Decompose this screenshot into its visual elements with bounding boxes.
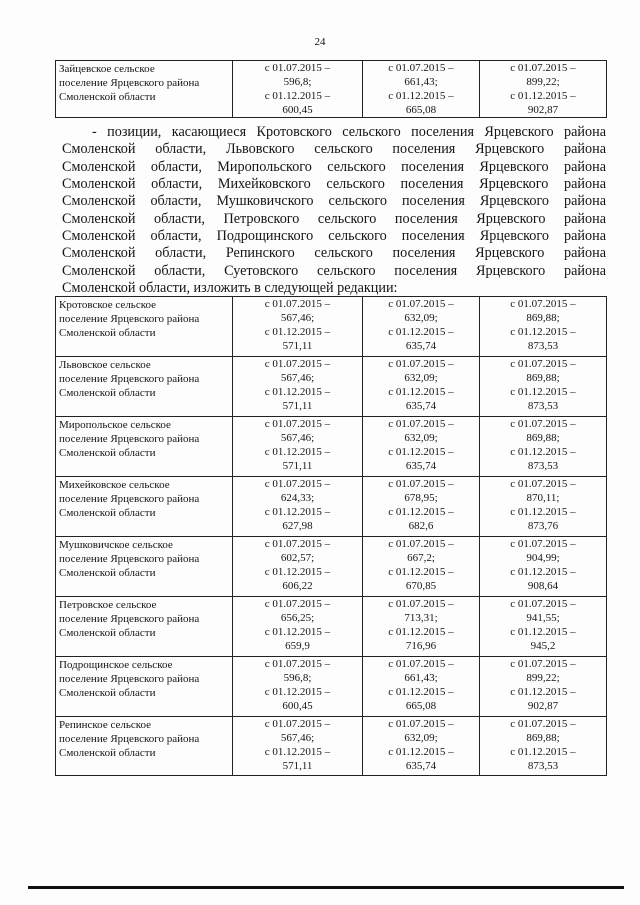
tariff-value-line: с 01.07.2015 – bbox=[510, 418, 576, 430]
tariff-value-line: 661,43; bbox=[404, 76, 438, 88]
tariff-value-line: 945,2 bbox=[530, 640, 556, 652]
tariff-table-top bbox=[55, 60, 607, 118]
tariff-value-line: с 01.07.2015 – bbox=[388, 358, 454, 370]
table-row bbox=[56, 297, 607, 357]
settlement-name-line: Львовское сельское bbox=[59, 359, 151, 371]
tariff-value-line: 600,45 bbox=[282, 700, 313, 712]
tariff-value-line: 670,85 bbox=[405, 580, 437, 592]
table-row bbox=[56, 537, 607, 597]
tariff-value-line: с 01.07.2015 – bbox=[388, 62, 454, 74]
paragraph-line: Смоленской области, Петровского сельского поселения Ярцевского района bbox=[62, 210, 606, 227]
tariff-value-line: 596,8; bbox=[283, 76, 312, 88]
settlement-name-cell bbox=[56, 717, 233, 776]
tariff-value-line: 941,55; bbox=[526, 612, 560, 624]
settlement-name-line: Петровское сельское bbox=[59, 599, 157, 611]
settlement-name-line: Репинское сельское bbox=[59, 719, 152, 731]
tariff-value-line: с 01.12.2015 – bbox=[510, 326, 576, 338]
settlement-name-cell bbox=[56, 477, 233, 537]
tariff-cell-col2 bbox=[363, 297, 480, 357]
tariff-value-line: 908,64 bbox=[527, 580, 559, 592]
settlement-name-cell bbox=[56, 537, 233, 597]
tariff-value-line: 716,96 bbox=[405, 640, 437, 652]
settlement-name-cell bbox=[56, 417, 233, 477]
tariff-value-line: с 01.07.2015 – bbox=[510, 718, 576, 730]
tariff-value-line: 665,08 bbox=[405, 700, 437, 712]
table-row bbox=[56, 61, 607, 118]
tariff-value-line: с 01.12.2015 – bbox=[264, 446, 331, 458]
tariff-value-line: 873,53 bbox=[527, 460, 559, 472]
tariff-value-line: 904,99; bbox=[526, 552, 560, 564]
tariff-value-line: 899,22; bbox=[526, 76, 560, 88]
paragraph-line: Смоленской области, Подрощинского сельского поселения Ярцевского района bbox=[62, 228, 606, 245]
settlement-name-line: поселение Ярцевского района bbox=[59, 77, 200, 89]
tariff-value-line: 667,2; bbox=[407, 552, 435, 564]
tariff-value-line: с 01.07.2015 – bbox=[388, 298, 454, 310]
tariff-cell-col3 bbox=[480, 717, 607, 776]
tariff-value-line: 902,87 bbox=[527, 104, 559, 116]
settlement-name-line: Смоленской области bbox=[59, 387, 156, 399]
tariff-cell-col1 bbox=[233, 477, 363, 537]
tariff-value-line: 635,74 bbox=[405, 400, 437, 412]
tariff-value-line: с 01.12.2015 – bbox=[510, 746, 576, 758]
settlement-name-line: Кротовское сельское bbox=[59, 299, 157, 311]
paragraph-line: Смоленской области, Миропольского сельского поселения Ярцевского района bbox=[62, 158, 606, 175]
table-row bbox=[56, 477, 607, 537]
tariff-cell-col2 bbox=[363, 597, 480, 657]
tariff-value-line: с 01.12.2015 – bbox=[388, 626, 454, 638]
tariff-value-line: 661,43; bbox=[404, 672, 438, 684]
tariff-value-line: 627,98 bbox=[282, 520, 313, 532]
tariff-value-line: 869,88; bbox=[526, 312, 560, 324]
table-row bbox=[56, 657, 607, 717]
tariff-value-line: 571,11 bbox=[282, 340, 313, 352]
tariff-table-main bbox=[55, 296, 607, 776]
tariff-value-line: 869,88; bbox=[526, 372, 560, 384]
tariff-value-line: 635,74 bbox=[405, 460, 437, 472]
tariff-cell-col2 bbox=[363, 417, 480, 477]
tariff-value-line: с 01.12.2015 – bbox=[264, 626, 331, 638]
tariff-value-line: с 01.12.2015 – bbox=[264, 506, 331, 518]
bottom-rule bbox=[28, 886, 624, 889]
tariff-value-line: 635,74 bbox=[405, 340, 437, 352]
tariff-value-line: 632,09; bbox=[404, 312, 438, 324]
tariff-value-line: с 01.07.2015 – bbox=[264, 658, 331, 670]
tariff-value-line: 899,22; bbox=[526, 672, 560, 684]
tariff-cell-col1 bbox=[233, 537, 363, 597]
tariff-value-line: с 01.07.2015 – bbox=[264, 478, 331, 490]
table-row bbox=[56, 357, 607, 417]
settlement-name-line: Смоленской области bbox=[59, 327, 156, 339]
tariff-value-line: 870,11; bbox=[526, 492, 560, 504]
tariff-value-line: с 01.12.2015 – bbox=[510, 386, 576, 398]
tariff-value-line: 873,53 bbox=[527, 760, 559, 772]
tariff-value-line: 632,09; bbox=[404, 432, 438, 444]
tariff-value-line: 571,11 bbox=[282, 760, 313, 772]
settlement-name-line: поселение Ярцевского района bbox=[59, 313, 200, 325]
tariff-value-line: 567,46; bbox=[280, 372, 315, 384]
settlement-name-line: Смоленской области bbox=[59, 567, 156, 579]
settlement-name-cell bbox=[56, 657, 233, 717]
tariff-table-top-body bbox=[56, 61, 607, 118]
tariff-value-line: 873,76 bbox=[527, 520, 559, 532]
tariff-value-line: 632,09; bbox=[404, 732, 438, 744]
tariff-value-line: с 01.12.2015 – bbox=[264, 686, 331, 698]
amendment-paragraph bbox=[62, 124, 606, 297]
table-row bbox=[56, 717, 607, 776]
settlement-name-line: поселение Ярцевского района bbox=[59, 493, 200, 505]
tariff-value-line: с 01.07.2015 – bbox=[388, 538, 454, 550]
settlement-name-line: поселение Ярцевского района bbox=[59, 673, 200, 685]
tariff-value-line: с 01.07.2015 – bbox=[264, 62, 331, 74]
paragraph-line: Смоленской области, Михейковского сельского поселения Ярцевского района bbox=[62, 176, 606, 193]
tariff-table-main-body bbox=[56, 297, 607, 776]
tariff-cell-col3 bbox=[480, 537, 607, 597]
tariff-value-line: с 01.07.2015 – bbox=[388, 598, 454, 610]
settlement-name-line: Миропольское сельское bbox=[59, 419, 171, 431]
tariff-value-line: 600,45 bbox=[282, 104, 313, 116]
tariff-value-line: с 01.07.2015 – bbox=[388, 718, 454, 730]
settlement-name-cell bbox=[56, 597, 233, 657]
tariff-cell-col2 bbox=[363, 357, 480, 417]
settlement-name-line: Смоленской области bbox=[59, 687, 156, 699]
tariff-cell-col1 bbox=[233, 297, 363, 357]
tariff-value-line: с 01.07.2015 – bbox=[510, 598, 576, 610]
tariff-value-line: с 01.07.2015 – bbox=[510, 658, 576, 670]
paragraph-line: Смоленской области, изложить в следующей редакции: bbox=[62, 280, 398, 297]
tariff-value-line: с 01.12.2015 – bbox=[264, 386, 331, 398]
settlement-name-line: поселение Ярцевского района bbox=[59, 373, 200, 385]
tariff-cell-col2 bbox=[363, 717, 480, 776]
tariff-value-line: 678,95; bbox=[404, 492, 438, 504]
tariff-value-line: с 01.07.2015 – bbox=[264, 358, 331, 370]
tariff-value-line: с 01.12.2015 – bbox=[510, 506, 576, 518]
settlement-name-cell bbox=[56, 357, 233, 417]
settlement-name-cell bbox=[56, 297, 233, 357]
settlement-name-line: поселение Ярцевского района bbox=[59, 433, 200, 445]
tariff-value-line: с 01.07.2015 – bbox=[388, 478, 454, 490]
tariff-value-line: с 01.07.2015 – bbox=[264, 718, 331, 730]
tariff-value-line: с 01.12.2015 – bbox=[510, 626, 576, 638]
tariff-value-line: с 01.07.2015 – bbox=[510, 298, 576, 310]
settlement-name-cell bbox=[56, 61, 233, 118]
tariff-value-line: 869,88; bbox=[526, 432, 560, 444]
tariff-value-line: с 01.12.2015 – bbox=[264, 326, 331, 338]
tariff-value-line: 571,11 bbox=[282, 460, 313, 472]
tariff-value-line: с 01.12.2015 – bbox=[388, 686, 454, 698]
tariff-cell-col3 bbox=[480, 417, 607, 477]
tariff-value-line: с 01.07.2015 – bbox=[264, 418, 331, 430]
tariff-cell-col3 bbox=[480, 61, 607, 118]
paragraph-line: Смоленской области, Мушковичского сельского поселения Ярцевского района bbox=[62, 193, 606, 210]
tariff-value-line: с 01.12.2015 – bbox=[510, 90, 576, 102]
tariff-value-line: с 01.12.2015 – bbox=[510, 686, 576, 698]
tariff-value-line: с 01.07.2015 – bbox=[388, 418, 454, 430]
tariff-value-line: 869,88; bbox=[526, 732, 560, 744]
tariff-cell-col2 bbox=[363, 657, 480, 717]
tariff-value-line: с 01.12.2015 – bbox=[264, 746, 331, 758]
tariff-cell-col1 bbox=[233, 357, 363, 417]
settlement-name-line: Смоленской области bbox=[59, 447, 156, 459]
tariff-value-line: с 01.07.2015 – bbox=[264, 538, 331, 550]
tariff-cell-col1 bbox=[233, 717, 363, 776]
tariff-value-line: 902,87 bbox=[527, 700, 559, 712]
tariff-cell-col3 bbox=[480, 597, 607, 657]
settlement-name-line: поселение Ярцевского района bbox=[59, 553, 200, 565]
tariff-cell-col2 bbox=[363, 477, 480, 537]
settlement-name-line: Михейковское сельское bbox=[59, 479, 170, 491]
tariff-cell-col1 bbox=[233, 597, 363, 657]
tariff-value-line: с 01.07.2015 – bbox=[510, 538, 576, 550]
tariff-cell-col3 bbox=[480, 297, 607, 357]
settlement-name-line: Зайцевское сельское bbox=[59, 63, 155, 75]
tariff-value-line: 665,08 bbox=[405, 104, 437, 116]
tariff-value-line: с 01.07.2015 – bbox=[510, 358, 576, 370]
tariff-value-line: с 01.12.2015 – bbox=[388, 326, 454, 338]
settlement-name-line: поселение Ярцевского района bbox=[59, 613, 200, 625]
tariff-value-line: с 01.07.2015 – bbox=[264, 598, 331, 610]
settlement-name-line: Смоленской области bbox=[59, 507, 156, 519]
tariff-cell-col3 bbox=[480, 357, 607, 417]
tariff-value-line: с 01.12.2015 – bbox=[264, 90, 331, 102]
settlement-name-line: Смоленской области bbox=[59, 627, 156, 639]
tariff-value-line: 873,53 bbox=[527, 400, 559, 412]
paragraph-line: Смоленской области, Репинского сельского поселения Ярцевского района bbox=[62, 245, 606, 262]
tariff-value-line: с 01.07.2015 – bbox=[388, 658, 454, 670]
tariff-value-line: с 01.12.2015 – bbox=[510, 446, 576, 458]
paragraph-line: - позиции, касающиеся Кротовского сельского поселения Ярцевского района bbox=[92, 124, 606, 140]
tariff-value-line: 624,33; bbox=[280, 492, 315, 504]
table-row bbox=[56, 597, 607, 657]
tariff-cell-col1 bbox=[233, 657, 363, 717]
tariff-value-line: 567,46; bbox=[280, 432, 315, 444]
settlement-name-line: Подрощинское сельское bbox=[59, 659, 173, 671]
tariff-value-line: с 01.12.2015 – bbox=[388, 90, 454, 102]
tariff-value-line: 596,8; bbox=[283, 672, 312, 684]
tariff-value-line: с 01.12.2015 – bbox=[388, 446, 454, 458]
tariff-value-line: 659,9 bbox=[285, 640, 310, 652]
tariff-value-line: 635,74 bbox=[405, 760, 437, 772]
tariff-value-line: 567,46; bbox=[280, 732, 315, 744]
tariff-value-line: с 01.12.2015 – bbox=[388, 506, 454, 518]
tariff-value-line: 602,57; bbox=[280, 552, 315, 564]
tariff-cell-col3 bbox=[480, 477, 607, 537]
tariff-cell-col1 bbox=[233, 417, 363, 477]
paragraph-line: Смоленской области, Львовского сельского поселения Ярцевского района bbox=[62, 141, 606, 158]
tariff-value-line: 632,09; bbox=[404, 372, 438, 384]
tariff-value-line: 656,25; bbox=[280, 612, 315, 624]
tariff-value-line: с 01.07.2015 – bbox=[264, 298, 331, 310]
settlement-name-line: Смоленской области bbox=[59, 91, 156, 103]
table-row bbox=[56, 417, 607, 477]
settlement-name-line: Мушковичское сельское bbox=[59, 539, 173, 551]
tariff-value-line: 567,46; bbox=[280, 312, 315, 324]
tariff-value-line: 606,22 bbox=[282, 580, 313, 592]
tariff-value-line: с 01.12.2015 – bbox=[510, 566, 576, 578]
paragraph-line: Смоленской области, Суетовского сельского поселения Ярцевского района bbox=[62, 262, 606, 279]
tariff-value-line: 713,31; bbox=[404, 612, 438, 624]
tariff-value-line: 873,53 bbox=[527, 340, 559, 352]
tariff-cell-col2 bbox=[363, 61, 480, 118]
tariff-cell-col1 bbox=[233, 61, 363, 118]
tariff-cell-col2 bbox=[363, 537, 480, 597]
tariff-value-line: с 01.07.2015 – bbox=[510, 478, 576, 490]
tariff-value-line: с 01.07.2015 – bbox=[510, 62, 576, 74]
tariff-value-line: с 01.12.2015 – bbox=[388, 746, 454, 758]
tariff-value-line: с 01.12.2015 – bbox=[264, 566, 331, 578]
settlement-name-line: Смоленской области bbox=[59, 747, 156, 759]
tariff-value-line: с 01.12.2015 – bbox=[388, 386, 454, 398]
settlement-name-line: поселение Ярцевского района bbox=[59, 733, 200, 745]
tariff-value-line: с 01.12.2015 – bbox=[388, 566, 454, 578]
tariff-cell-col3 bbox=[480, 657, 607, 717]
tariff-value-line: 682,6 bbox=[408, 520, 434, 532]
page-number: 24 bbox=[314, 36, 326, 48]
tariff-value-line: 571,11 bbox=[282, 400, 313, 412]
